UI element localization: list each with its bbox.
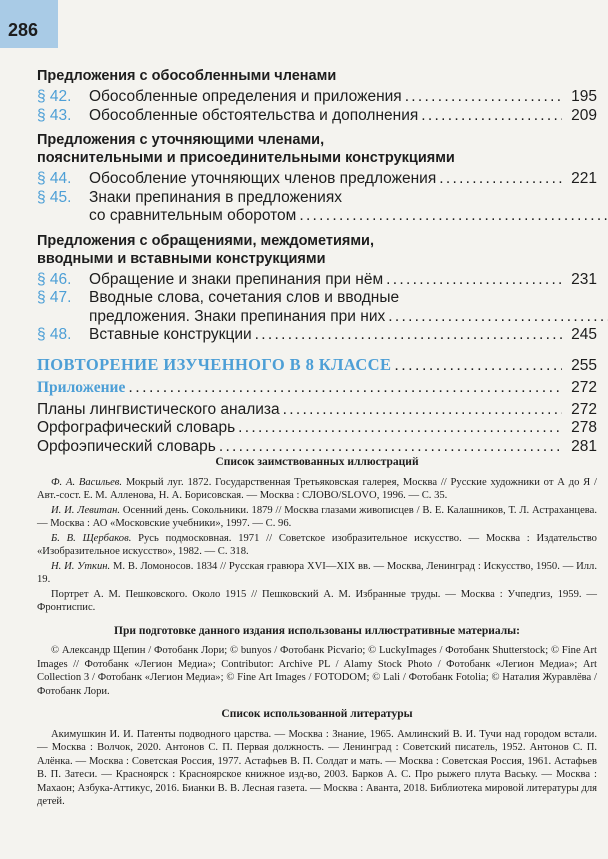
entry-title: Вставные конструкции: [89, 326, 252, 343]
dot-leader: [388, 308, 608, 327]
section-heading: Предложения с обращениями, междометиями, вводными и вставными конструкциями: [37, 232, 374, 267]
illustration-entry: [37, 560, 597, 587]
appendix-page: 272: [571, 378, 597, 396]
entry-page: 195: [571, 88, 597, 105]
entry-line: [89, 189, 608, 208]
illustration-entry: [37, 588, 597, 615]
dot-leader: [405, 88, 562, 107]
illustration-author: Ф. А. Васильев.: [51, 476, 123, 488]
illustration-author: Б. В. Щербаков.: [51, 532, 132, 544]
illustrations-heading: Список заимствованных иллюстраций: [215, 456, 419, 468]
dot-leader: [421, 107, 562, 126]
appendix-items: [37, 401, 597, 457]
dot-leader: [238, 419, 562, 438]
dot-leader: [394, 357, 562, 375]
entry-title: Вводные слова, сочетания слов и вводные: [89, 289, 400, 306]
toc-entry: [37, 88, 597, 107]
toc-entry: [37, 271, 597, 290]
entry-title: Знаки препинания в предложениях: [89, 188, 342, 206]
entry-body: [89, 289, 608, 326]
appendix-item: [37, 438, 597, 457]
toc-entry: [37, 189, 597, 226]
paragraph-number: § 47.: [37, 289, 72, 306]
entry-line: [89, 207, 608, 226]
entry-title: Обособленные обстоятельства и дополнения: [89, 106, 419, 124]
review-page: 255: [571, 356, 597, 374]
table-of-contents: [37, 67, 597, 456]
entry-page: 245: [571, 326, 597, 343]
paragraph-number: § 46.: [37, 270, 72, 288]
entry-page: 231: [571, 270, 597, 288]
dot-leader: [128, 379, 562, 397]
paragraph-number: § 43.: [37, 106, 72, 124]
paragraph-number: § 42.: [37, 88, 72, 105]
dot-leader: [283, 401, 562, 420]
toc-entry: [37, 289, 597, 326]
illustration-entry: [37, 476, 597, 503]
review-entry: [37, 355, 597, 375]
appendix-item-page: 278: [571, 419, 597, 436]
entry-line: [89, 289, 608, 308]
entry-body: [89, 189, 608, 226]
illustration-entry: [37, 504, 597, 531]
dot-leader: [219, 438, 562, 457]
illustration-text: М. В. Ломоносов. 1834 // Русская гравюра XVI—XIX вв. — Москва, Ленинград : Искусство, 1950. — Илл. 19.: [37, 560, 597, 585]
appendix-item: [37, 401, 597, 420]
entry-title: предложения. Знаки препинания при них: [89, 307, 386, 325]
dot-leader: [255, 326, 562, 345]
review-title: ПОВТОРЕНИЕ ИЗУЧЕННОГО В 8 КЛАССЕ: [37, 354, 392, 374]
references-section: [37, 456, 597, 810]
paragraph-number: § 48.: [37, 326, 72, 343]
toc-entry: [37, 170, 597, 189]
entry-title: со сравнительным оборотом: [89, 207, 297, 224]
dot-leader: [386, 271, 562, 290]
entry-line: [89, 308, 608, 327]
illustration-entry: [37, 532, 597, 559]
appendix-item-title: Орфографический словарь: [37, 419, 236, 436]
section-heading: Предложения с уточняющими членами, пояснительными и присоединительными конструкциями: [37, 132, 455, 166]
entry-title: Обращение и знаки препинания при нём: [89, 270, 384, 288]
literature-heading: Список использованной литературы: [221, 708, 413, 720]
illustration-text: Мокрый луг. 1872. Государственная Третьяковская галерея, Москва // Русские художники от А до Я / Авт.-сост. Е. М. Алленова, Н. А. Борисовская. — Москва : СЛОВО/SLOVO, 1996. — С. 35.: [37, 476, 597, 501]
paragraph-number: § 44.: [37, 170, 72, 187]
illustration-text: Портрет А. М. Пешковского. Около 1915 // Пешковский А. М. Избранные труды. — Москва : Учпедгиз, 1959. — Фронтиспис.: [37, 588, 597, 613]
literature-text: Акимушкин И. И. Патенты подводного царства. — Москва : Знание, 1965. Амлинский В. И. Тучи над городом встали. — Москва : Волчок, 2020. Антонов С. П. Первая должность. — Ленинград : Советский писатель, 1952. Антонов С. П. Алёнка. — Москва : Советская Россия, 1977. Астафьев В. П. Солдат и мать. — Москва : Советская Россия, 1961. Астафьев В. П. Затеси. — Красноярск : Красноярское книжное изд-во, 2003. Барков А. С. Про рыжего плута Ваську. — Москва : Махаон; Азбука-Аттикус, 2016. Бианки В. В. Лесная газета. — Москва : Аванта, 2018. Библиотека мировой литературы для детей.: [37, 728, 597, 807]
page-number: 286: [8, 20, 39, 40]
dot-leader: [439, 170, 562, 189]
materials-text: © Александр Щепин / Фотобанк Лори; © bunyos / Фотобанк Picvario; © LuckyImages / Фотобанк Shutterstock; © Fine Art Images // Фотобанк «Легион Медиа»; Contributor: Archive PL / Alamy Stock Photo / Фотобанк «Легион Медиа»; Art Collection 3 / Фотобанк «Легион Медиа»; © Fine Art Images / FOTODOM; © Lali / Фотобанк Fotolia; © Наталия Журавлёва / Фотобанк Лори.: [37, 645, 597, 697]
section-heading: Предложения с обособленными членами: [37, 68, 337, 84]
illustrations-list: [37, 476, 597, 615]
appendix-item-page: 281: [571, 437, 597, 455]
dot-leader: [299, 207, 608, 226]
illustration-author: Н. И. Уткин.: [51, 560, 111, 572]
illustration-author: И. И. Левитан.: [51, 504, 121, 516]
toc-entry: [37, 326, 597, 345]
appendix-item-title: Планы лингвистического анализа: [37, 400, 280, 418]
illustration-text: Осенний день. Сокольники. 1879 // Москва глазами живописцев / В. Е. Калашников, Т. Л. Астраханцева. — Москва : АО «Московские учебники», 1997. — С. 96.: [37, 504, 597, 529]
paragraph-number: § 45.: [37, 188, 72, 206]
illustration-text: Русь подмосковная. 1971 // Советское изобразительное искусство. — Москва : Издательство «Изобразительное искусство», 1982. — С. 318.: [37, 532, 597, 557]
materials-heading: При подготовке данного издания использованы иллюстративные материалы:: [114, 624, 520, 637]
entry-title: Обособленные определения и приложения: [89, 88, 402, 105]
toc-entry: [37, 107, 597, 126]
entry-title: Обособление уточняющих членов предложения: [89, 170, 437, 187]
appendix-item-page: 272: [571, 400, 597, 418]
appendix-item: [37, 419, 597, 438]
entry-page: 209: [571, 106, 597, 124]
appendix-entry: [37, 379, 597, 397]
appendix-title: Приложение: [37, 378, 126, 396]
appendix-item-title: Орфоэпический словарь: [37, 437, 216, 455]
entry-page: 221: [571, 170, 597, 187]
